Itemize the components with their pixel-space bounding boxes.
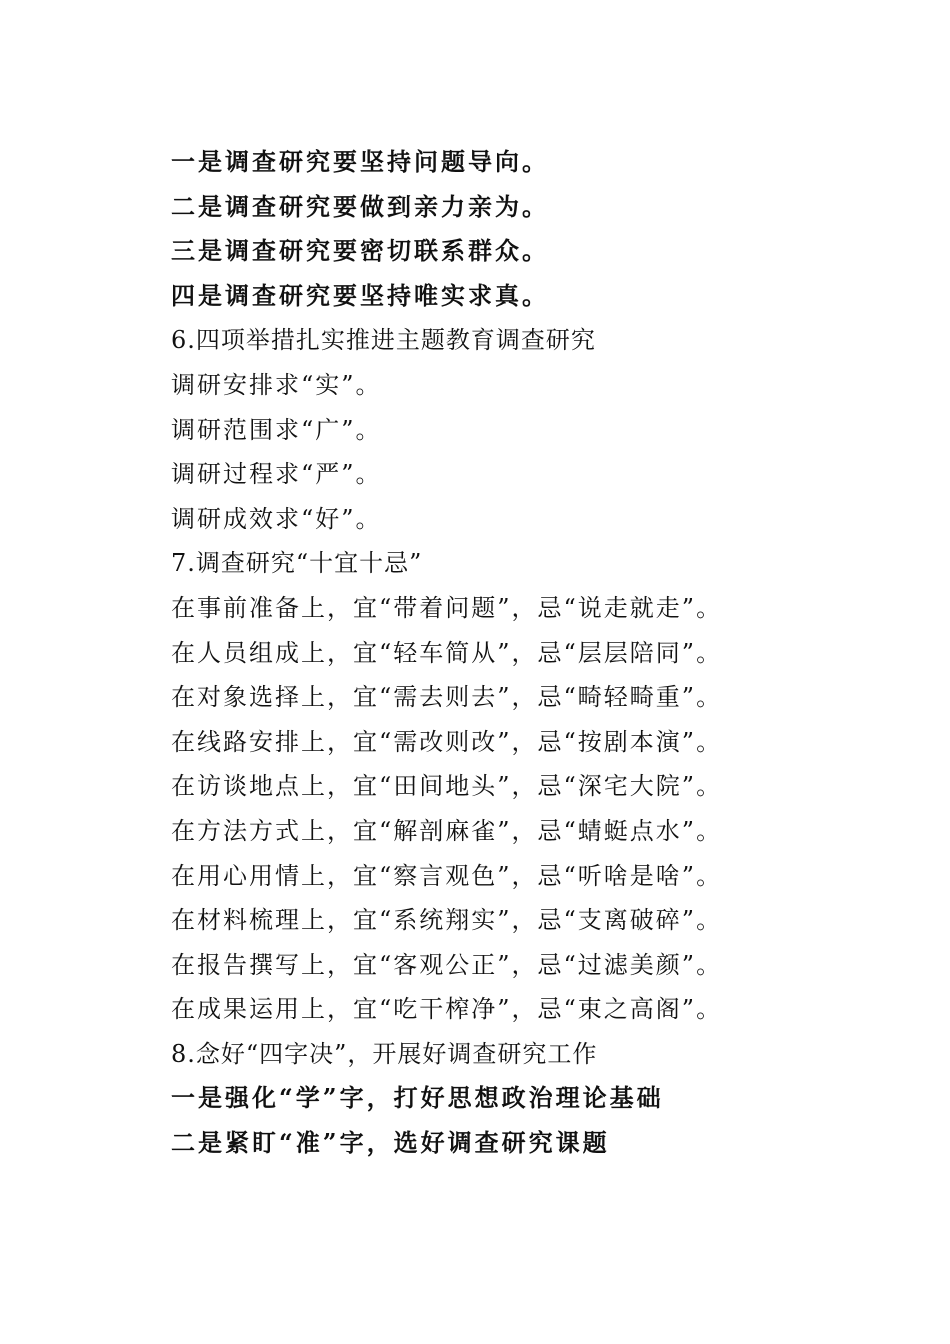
text-line: 在用心用情上，宜“察言观色”，忌“听啥是啥”。 [171, 861, 723, 890]
text-line: 调研范围求“广”。 [171, 415, 382, 444]
point-line: 三是调查研究要密切联系群众。 [171, 236, 549, 266]
point-line: 四是调查研究要坚持唯实求真。 [171, 280, 549, 310]
text-line: 在事前准备上，宜“带着问题”，忌“说走就走”。 [171, 593, 723, 622]
text-line: 在报告撰写上，宜“客观公正”，忌“过滤美颜”。 [171, 950, 723, 979]
text-line: 在成果运用上，宜“吃干榨净”，忌“束之高阁”。 [171, 995, 723, 1024]
text-line: 调研成效求“好”。 [171, 504, 382, 533]
text-line: 在对象选择上，宜“需去则去”，忌“畸轻畸重”。 [171, 683, 723, 712]
point-line: 一是调查研究要坚持问题导向。 [171, 147, 549, 176]
text-line: 在人员组成上，宜“轻车简从”，忌“层层陪同”。 [171, 638, 723, 667]
section-heading: 6.四项举措扎实推进主题教育调查研究 [171, 326, 596, 355]
text-line: 在材料梳理上，宜“系统翔实”，忌“支离破碎”。 [171, 906, 723, 935]
section-heading: 8.念好“四字决”，开展好调查研究工作 [171, 1039, 598, 1068]
text-line: 在线路安排上，宜“需改则改”，忌“按剧本演”。 [171, 727, 723, 756]
text-line: 调研过程求“严”。 [171, 460, 382, 489]
point-line: 一是强化“学”字，打好思想政治理论基础 [171, 1083, 664, 1113]
section-heading: 7.调查研究“十宜十忌” [171, 549, 423, 578]
text-line: 在访谈地点上，宜“田间地头”，忌“深宅大院”。 [171, 772, 723, 801]
point-line: 二是调查研究要做到亲力亲为。 [171, 191, 549, 221]
text-line: 调研安排求“实”。 [171, 370, 382, 399]
document-body [171, 140, 931, 1166]
text-line: 在方法方式上，宜“解剖麻雀”，忌“蜻蜓点水”。 [171, 816, 723, 845]
point-line: 二是紧盯“准”字，选好调查研究课题 [171, 1128, 610, 1158]
